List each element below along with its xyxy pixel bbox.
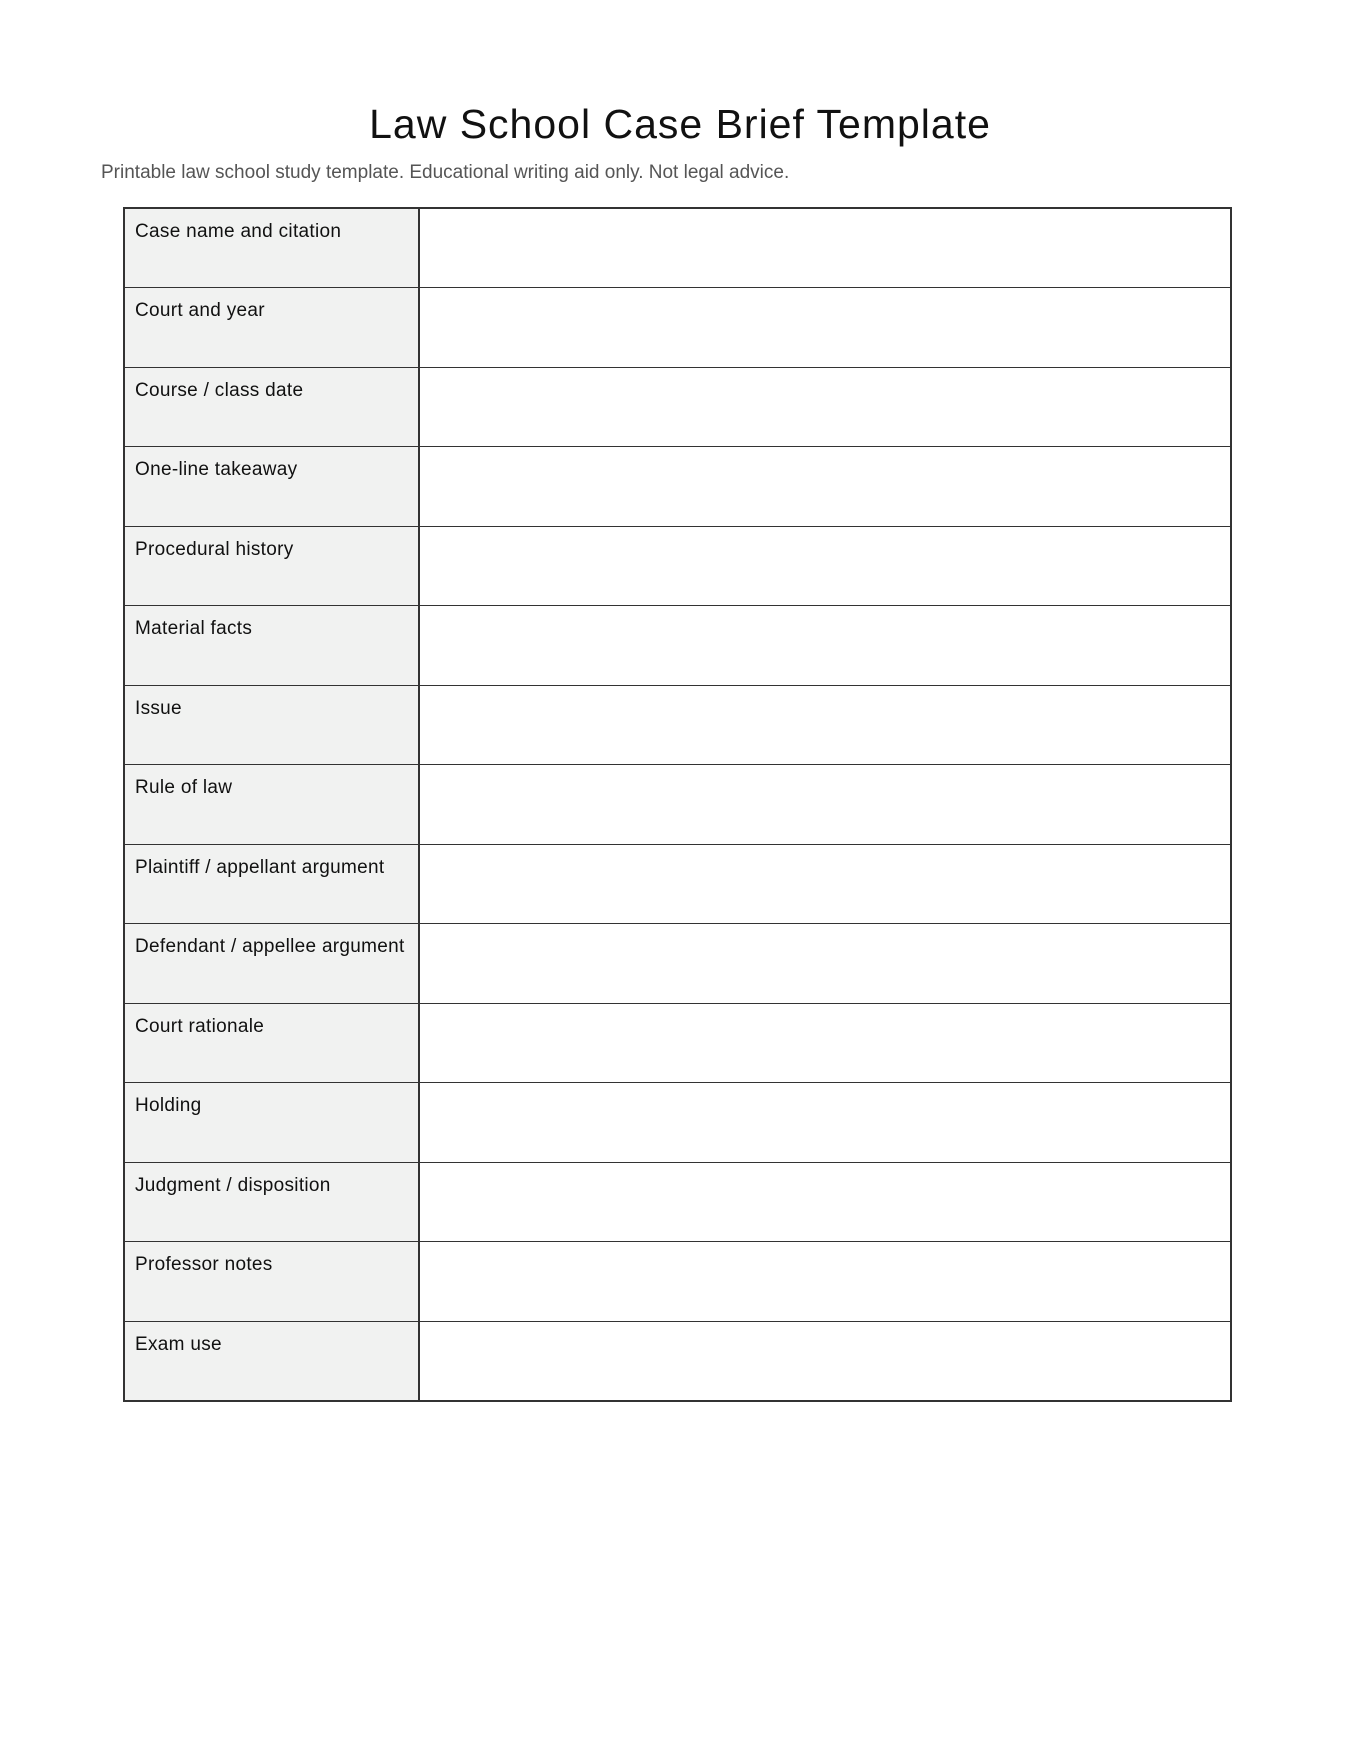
table-row [124, 208, 1231, 288]
case-brief-table [123, 207, 1232, 1402]
table-row [124, 1162, 1231, 1242]
row-label-course-class-date: Course / class date [124, 367, 419, 447]
table-row [124, 685, 1231, 765]
table-row [124, 1321, 1231, 1401]
row-label-judgment-disposition: Judgment / disposition [124, 1162, 419, 1242]
row-field-exam-use[interactable] [419, 1321, 1231, 1401]
row-field-court-year[interactable] [419, 288, 1231, 368]
row-field-course-class-date[interactable] [419, 367, 1231, 447]
row-label-one-line-takeaway: One-line takeaway [124, 447, 419, 527]
table-row [124, 1083, 1231, 1163]
row-label-rule-of-law: Rule of law [124, 765, 419, 845]
table-row [124, 1242, 1231, 1322]
row-field-issue[interactable] [419, 685, 1231, 765]
table-row [124, 288, 1231, 368]
page-title: Law School Case Brief Template [369, 101, 991, 147]
row-field-holding[interactable] [419, 1083, 1231, 1163]
table-row [124, 447, 1231, 527]
row-label-holding: Holding [124, 1083, 419, 1163]
table-row [124, 526, 1231, 606]
row-field-case-name-citation[interactable] [419, 208, 1231, 288]
row-field-one-line-takeaway[interactable] [419, 447, 1231, 527]
row-field-procedural-history[interactable] [419, 526, 1231, 606]
row-label-exam-use: Exam use [124, 1321, 419, 1401]
row-label-case-name-citation: Case name and citation [124, 208, 419, 288]
row-label-issue: Issue [124, 685, 419, 765]
row-label-court-rationale: Court rationale [124, 1003, 419, 1083]
row-field-rule-of-law[interactable] [419, 765, 1231, 845]
table-row [124, 924, 1231, 1004]
row-field-judgment-disposition[interactable] [419, 1162, 1231, 1242]
row-label-material-facts: Material facts [124, 606, 419, 686]
row-label-procedural-history: Procedural history [124, 526, 419, 606]
row-field-court-rationale[interactable] [419, 1003, 1231, 1083]
table-row [124, 606, 1231, 686]
table-row [124, 765, 1231, 845]
row-field-plaintiff-argument[interactable] [419, 844, 1231, 924]
row-label-professor-notes: Professor notes [124, 1242, 419, 1322]
page-subtitle: Printable law school study template. Educational writing aid only. Not legal advice. [101, 162, 790, 183]
row-label-plaintiff-argument: Plaintiff / appellant argument [124, 844, 419, 924]
table-row [124, 844, 1231, 924]
row-label-defendant-argument: Defendant / appellee argument [124, 924, 419, 1004]
row-label-court-year: Court and year [124, 288, 419, 368]
table-row [124, 1003, 1231, 1083]
row-field-material-facts[interactable] [419, 606, 1231, 686]
row-field-professor-notes[interactable] [419, 1242, 1231, 1322]
table-row [124, 367, 1231, 447]
row-field-defendant-argument[interactable] [419, 924, 1231, 1004]
